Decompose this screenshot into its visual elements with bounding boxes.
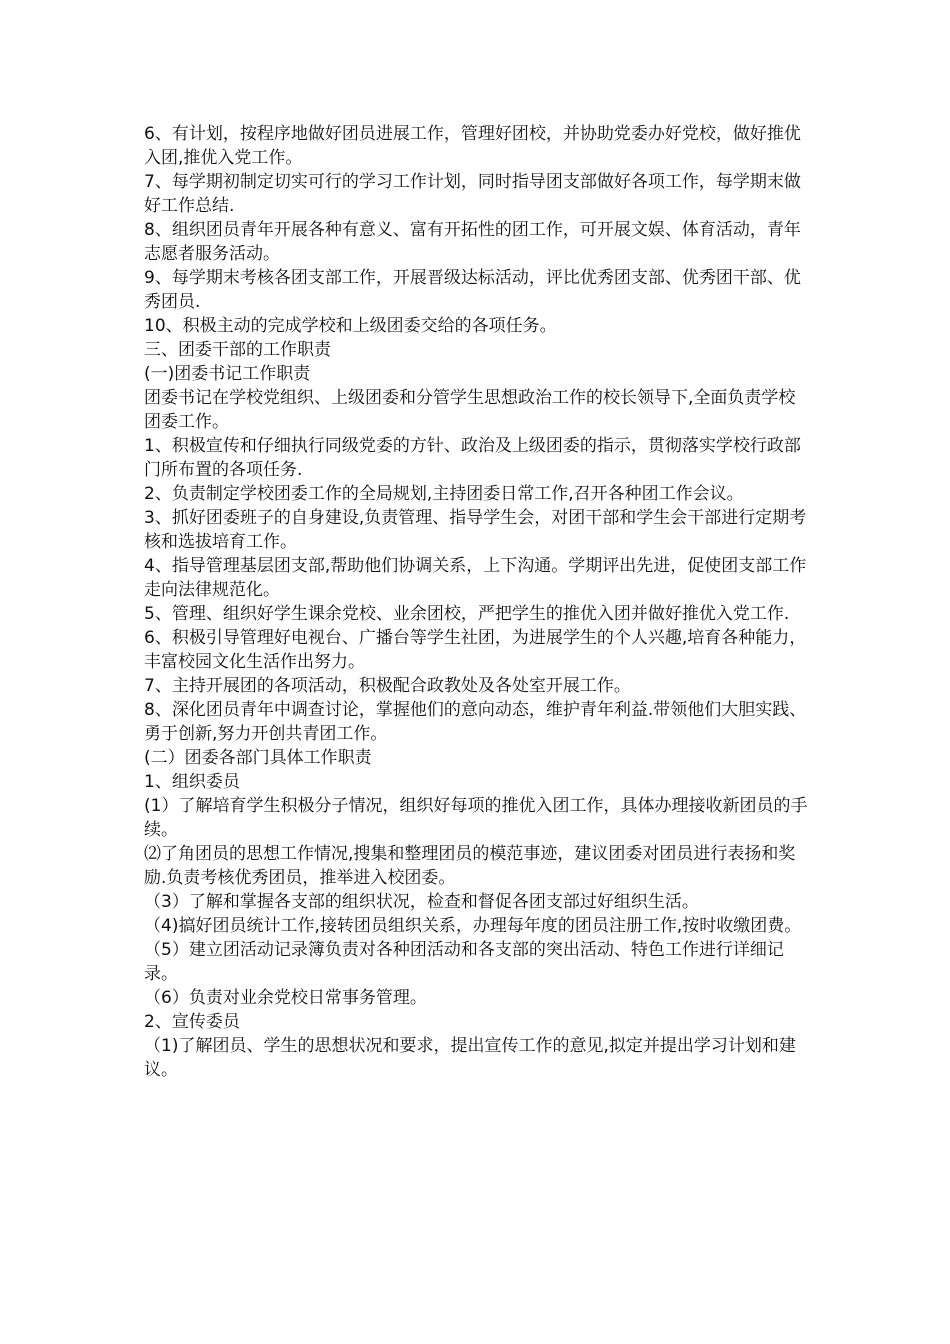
secretary-duty-4: 4、指导管理基层团支部,帮助他们协调关系，上下沟通。学期评出先进，促使团支部工作走向法律规范化。	[144, 556, 807, 600]
secretary-duty-1: 1、积极宣传和仔细执行同级党委的方针、政治及上级团委的指示，贯彻落实学校行政部门所布置的各项任务.	[144, 436, 801, 480]
secretary-duty-5: 5、管理、组织好学生课余党校、业余团校，严把学生的推优入团并做好推优入党工作.	[144, 604, 790, 624]
publicity-member-heading: 2、宣传委员	[144, 1012, 240, 1032]
organization-duty-5: （5）建立团活动记录簿负责对各种团活动和各支部的突出活动、特色工作进行详细记录。	[144, 940, 784, 984]
secretary-duty-6: 6、积极引导管理好电视台、广播台等学生社团，为进展学生的个人兴趣,培育各种能力，丰富校园文化生活作出努力。	[144, 628, 807, 672]
paragraph-item-10: 10、积极主动的完成学校和上级团委交给的各项任务。	[144, 316, 557, 336]
organization-duty-1: (1）了解培育学生积极分子情况，组织好每项的推优入团工作，具体办理接收新团员的手续。	[144, 796, 808, 840]
organization-member-heading: 1、组织委员	[144, 772, 240, 792]
publicity-duty-1: （1)了解团员、学生的思想状况和要求，提出宣传工作的意见,拟定并提出学习计划和建议。	[144, 1036, 796, 1080]
section-heading-3: 三、团委干部的工作职责	[144, 340, 331, 360]
paragraph-item-8: 8、组织团员青年开展各种有意义、富有开拓性的团工作，可开展文娱、体育活动，青年志愿者服务活动。	[144, 220, 801, 264]
organization-duty-2: ⑵了角团员的思想工作情况,搜集和整理团员的模范事迹，建议团委对团员进行表扬和奖励.负责考核优秀团员，推举进入校团委。	[144, 844, 796, 888]
organization-duty-4: （4)搞好团员统计工作,接转团员组织关系，办理每年度的团员注册工作,按时收缴团费。	[144, 916, 802, 936]
subsection-heading-secretary: (一)团委书记工作职责	[144, 364, 311, 384]
secretary-duty-2: 2、负责制定学校团委工作的全局规划,主持团委日常工作,召开各种团工作会议。	[144, 484, 744, 504]
paragraph-item-6: 6、有计划，按程序地做好团员进展工作，管理好团校，并协助党委办好党校，做好推优入团,推优入党工作。	[144, 124, 801, 168]
secretary-intro: 团委书记在学校党组织、上级团委和分管学生思想政治工作的校长领导下,全面负责学校团委工作。	[144, 388, 796, 432]
secretary-duty-7: 7、主持开展团的各项活动，积极配合政教处及各处室开展工作。	[144, 676, 631, 696]
secretary-duty-8: 8、深化团员青年中调查讨论，掌握他们的意向动态，维护青年利益.带领他们大胆实践、勇于创新,努力开创共青团工作。	[144, 700, 807, 744]
organization-duty-6: （6）负责对业余党校日常事务管理。	[144, 988, 427, 1008]
document-body	[144, 122, 808, 1082]
organization-duty-3: （3）了解和掌握各支部的组织状况，检查和督促各团支部过好组织生活。	[144, 892, 699, 912]
subsection-heading-departments: (二）团委各部门具体工作职责	[144, 748, 372, 768]
secretary-duty-3: 3、抓好团委班子的自身建设,负责管理、指导学生会，对团干部和学生会干部进行定期考核和选拔培育工作。	[144, 508, 807, 552]
paragraph-item-9: 9、每学期末考核各团支部工作，开展晋级达标活动，评比优秀团支部、优秀团干部、优秀团员.	[144, 268, 801, 312]
paragraph-item-7: 7、每学期初制定切实可行的学习工作计划，同时指导团支部做好各项工作，每学期末做好工作总结.	[144, 172, 801, 216]
